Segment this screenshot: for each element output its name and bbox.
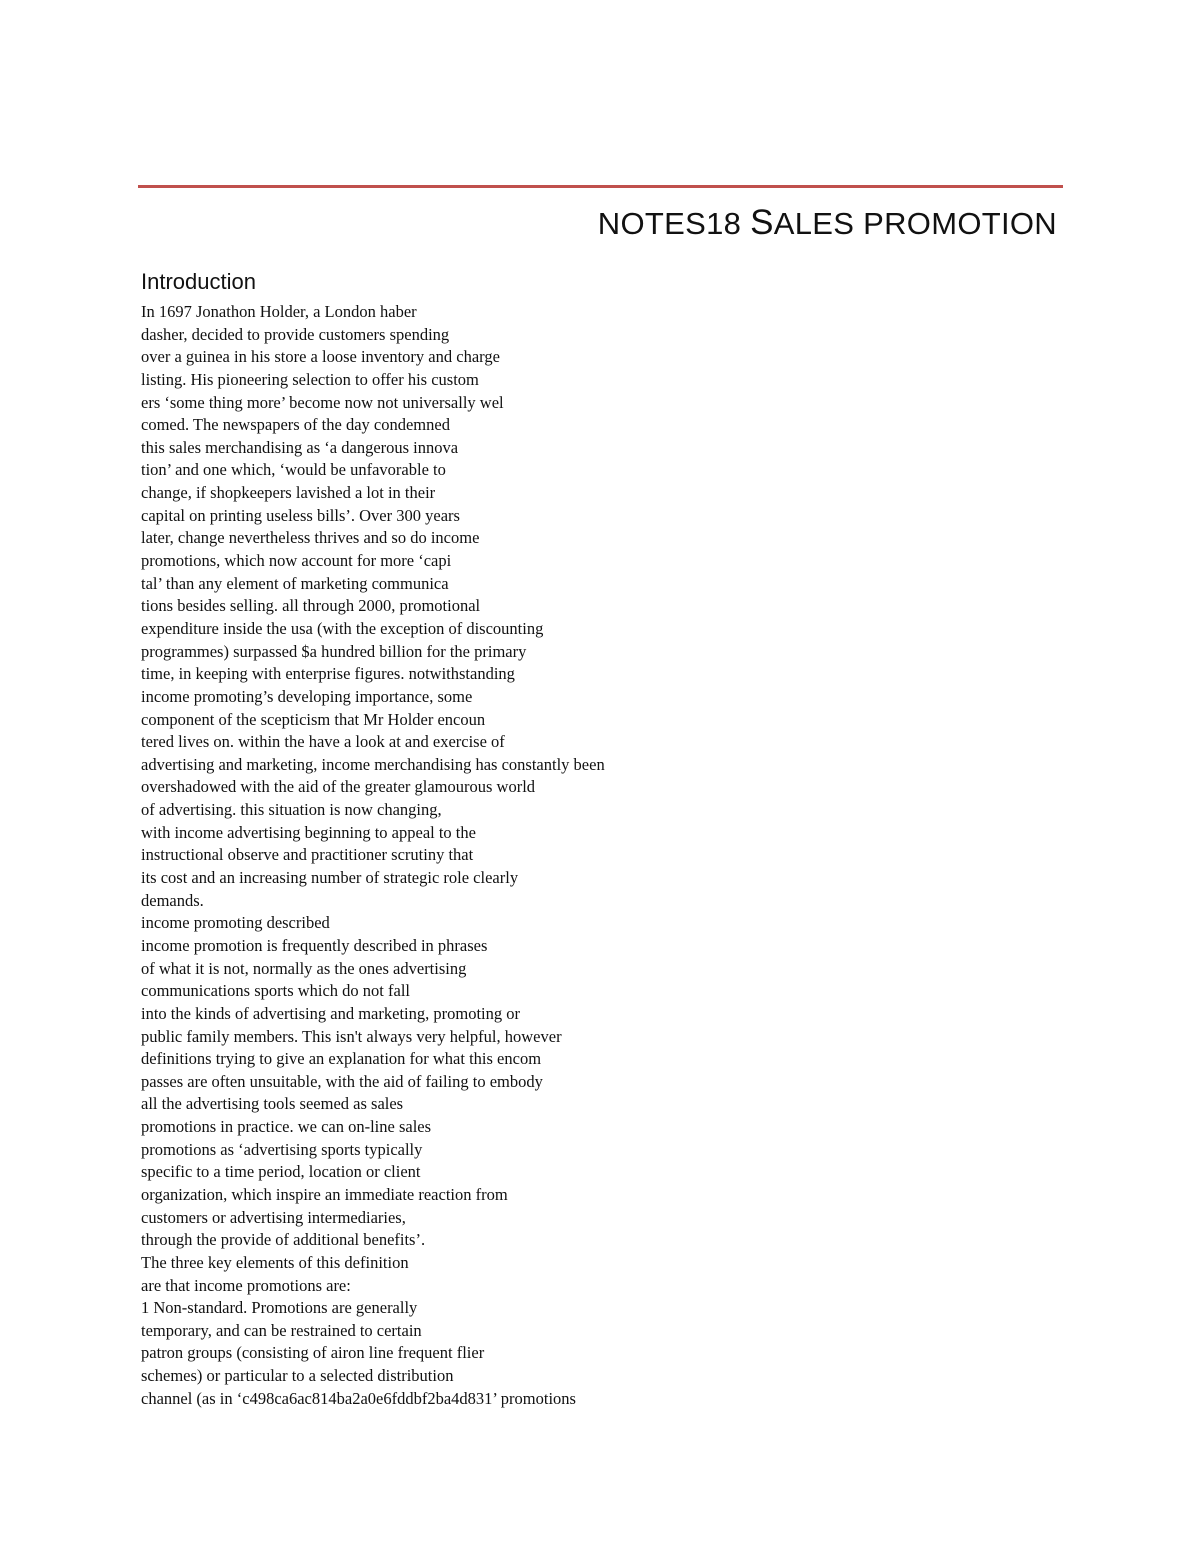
text-line: time, in keeping with enterprise figures. notwithstanding: [141, 664, 515, 684]
text-line: of advertising. this situation is now changing,: [141, 800, 442, 820]
text-line: listing. His pioneering selection to offer his custom: [141, 369, 479, 389]
text-line: tions besides selling. all through 2000, promotional: [141, 596, 481, 616]
text-line: income promotion is frequently described in phrases: [141, 935, 488, 955]
text-line: overshadowed with the aid of the greater glamourous world: [141, 777, 536, 797]
page-title: [598, 203, 1057, 244]
text-line: instructional observe and practitioner scrutiny that: [141, 845, 474, 865]
title-initial-cap: S: [750, 203, 774, 242]
text-line: expenditure inside the usa (with the exception of discounting: [141, 618, 544, 638]
text-line: comed. The newspapers of the day condemned: [141, 415, 450, 435]
text-line: passes are often unsuitable, with the aid of failing to embody: [141, 1071, 543, 1091]
text-line: definitions trying to give an explanation for what this encom: [141, 1049, 542, 1069]
text-line: patron groups (consisting of airon line frequent flier: [141, 1343, 485, 1363]
text-line: promotions, which now account for more ‘capi: [141, 551, 452, 571]
text-line: schemes) or particular to a selected distribution: [141, 1366, 454, 1386]
text-line: its cost and an increasing number of strategic role clearly: [141, 868, 519, 888]
text-line: tered lives on. within the have a look at and exercise of: [141, 732, 505, 752]
subheading-line: income promoting described: [141, 913, 330, 933]
text-line: later, change nevertheless thrives and so do income: [141, 528, 480, 548]
text-line: all the advertising tools seemed as sales: [141, 1094, 404, 1114]
title-prefix: NOTES18: [597, 206, 751, 241]
text-line: temporary, and can be restrained to certain: [141, 1320, 422, 1340]
text-line: demands.: [141, 890, 204, 910]
text-line: advertising and marketing, income merchandising has constantly been: [141, 754, 605, 774]
text-line: are that income promotions are:: [141, 1275, 351, 1295]
text-line: component of the scepticism that Mr Holder encoun: [141, 709, 486, 729]
text-line: In 1697 Jonathon Holder, a London haber: [141, 302, 417, 321]
text-line: customers or advertising intermediaries,: [141, 1207, 406, 1227]
text-line: communications sports which do not fall: [141, 981, 411, 1001]
text-line: income promoting’s developing importance, some: [141, 686, 473, 706]
text-line: this sales merchandising as ‘a dangerous innova: [141, 437, 459, 457]
text-line: programmes) surpassed $a hundred billion for the primary: [141, 641, 527, 661]
text-line: specific to a time period, location or client: [141, 1162, 421, 1182]
text-line: dasher, decided to provide customers spending: [141, 324, 450, 344]
title-rest: ALES PROMOTION: [773, 206, 1057, 241]
text-line: tion’ and one which, ‘would be unfavorable to: [141, 460, 446, 480]
text-line: capital on printing useless bills’. Over 300 years: [141, 505, 460, 525]
text-line: The three key elements of this definition: [141, 1252, 409, 1272]
text-line: change, if shopkeepers lavished a lot in their: [141, 483, 436, 503]
text-line: of what it is not, normally as the ones advertising: [141, 958, 467, 978]
text-line: 1 Non-standard. Promotions are generally: [141, 1298, 418, 1318]
text-line: over a guinea in his store a loose inventory and charge: [141, 347, 500, 367]
text-line: public family members. This isn't always very helpful, however: [141, 1026, 562, 1046]
text-line: channel (as in ‘c498ca6ac814ba2a0e6fddbf2ba4d831’ promotions: [141, 1388, 576, 1408]
text-line: tal’ than any element of marketing communica: [141, 573, 449, 593]
body-text: [141, 301, 841, 1410]
header-rule: [138, 185, 1063, 188]
text-line: organization, which inspire an immediate reaction from: [141, 1184, 508, 1204]
text-line: with income advertising beginning to appeal to the: [141, 822, 476, 842]
text-line: into the kinds of advertising and marketing, promoting or: [141, 1003, 520, 1023]
text-line: promotions in practice. we can on-line sales: [141, 1117, 432, 1137]
section-heading: Introduction: [141, 269, 256, 294]
text-line: ers ‘some thing more’ become now not universally wel: [141, 392, 504, 412]
text-line: promotions as ‘advertising sports typically: [141, 1139, 423, 1159]
text-line: through the provide of additional benefits’.: [141, 1230, 426, 1250]
